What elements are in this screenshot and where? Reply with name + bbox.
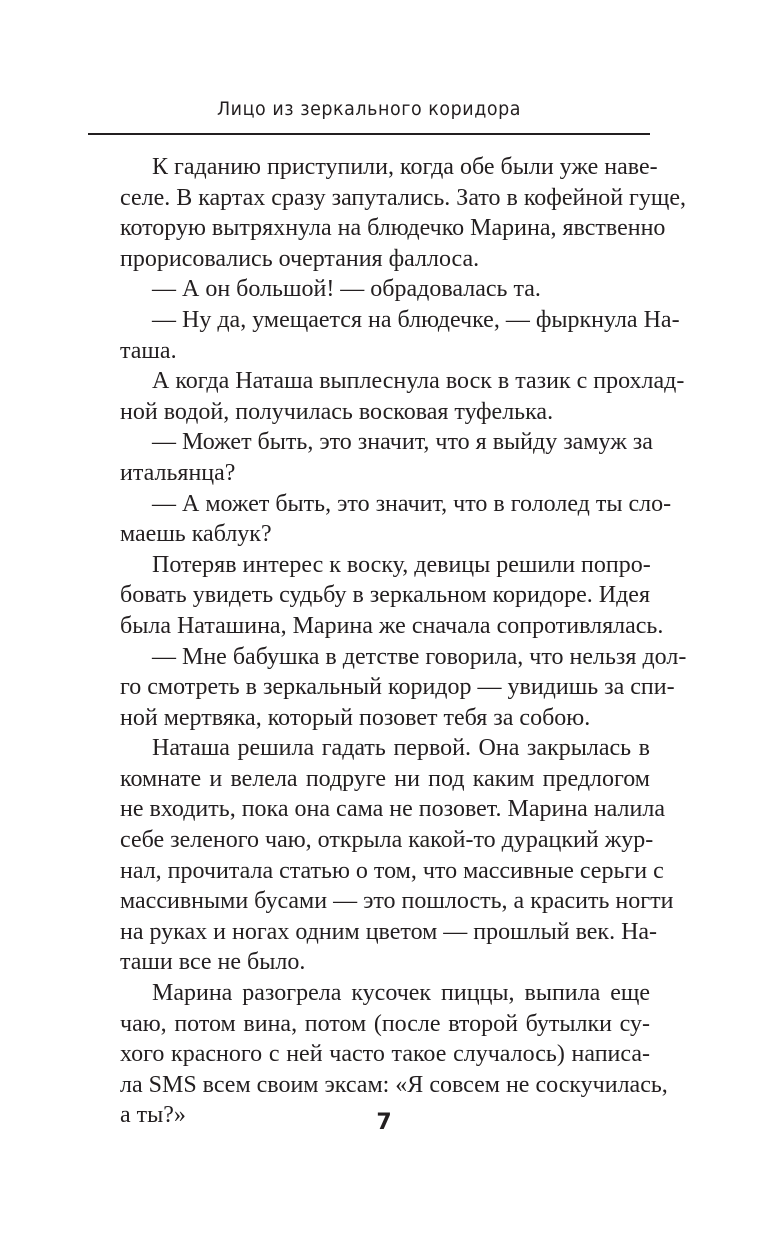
- text-line: го смотреть в зеркальный коридор — увидишь за спи-: [120, 674, 675, 701]
- text-line: — А он большой! — обрадовалась та.: [152, 276, 541, 303]
- text-line: Марина разогрела кусочек пиццы, выпила еще: [152, 980, 650, 1007]
- text-line: комнате и велела подруге ни под каким предлогом: [120, 765, 650, 792]
- body-text: [120, 152, 687, 1131]
- text-line: А когда Наташа выплеснула воск в тазик с прохлад-: [152, 368, 685, 395]
- text-line: — Мне бабушка в детстве говорила, что нельзя дол-: [152, 643, 687, 670]
- text-line: не входить, пока она сама не позовет. Марина налила: [120, 796, 665, 823]
- text-line: была Наташина, Марина же сначала сопротивлялась.: [120, 612, 664, 639]
- text-line: на руках и ногах одним цветом — прошлый век. На-: [120, 918, 658, 945]
- running-head: Лицо из зеркального коридора: [216, 98, 522, 120]
- header-rule: [88, 133, 650, 135]
- text-line: а ты?»: [120, 1102, 186, 1129]
- text-line: таши все не было.: [120, 949, 306, 976]
- text-line: маешь каблук?: [120, 521, 272, 548]
- text-line: нал, прочитала статью о том, что массивные серьги с: [120, 857, 664, 884]
- text-line: итальянца?: [120, 459, 236, 486]
- text-line: прорисовались очертания фаллоса.: [120, 245, 480, 272]
- text-line: ла SMS всем своим эксам: «Я совсем не соскучилась,: [120, 1071, 668, 1098]
- text-line: К гаданию приступили, когда обе были уже наве-: [152, 154, 658, 180]
- text-line: Потеряв интерес к воску, девицы решили попро-: [152, 551, 651, 578]
- page-number: 7: [376, 1110, 392, 1135]
- text-line: — Может быть, это значит, что я выйду замуж за: [152, 429, 653, 456]
- text-line: бовать увидеть судьбу в зеркальном коридоре. Идея: [120, 582, 650, 609]
- text-line: которую вытряхнула на блюдечко Марина, явственно: [120, 215, 666, 242]
- text-line: себе зеленого чаю, открыла какой-то дурацкий жур-: [120, 827, 654, 854]
- text-line: — А может быть, это значит, что в гололед ты сло-: [152, 490, 672, 517]
- text-line: массивными бусами — это пошлость, а красить ногти: [120, 888, 674, 915]
- text-line: Наташа решила гадать первой. Она закрылась в: [152, 735, 650, 762]
- text-line: хого красного с ней часто такое случалось) написа-: [120, 1041, 650, 1068]
- text-line: таша.: [120, 337, 177, 364]
- text-line: чаю, потом вина, потом (после второй бутылки су-: [120, 1010, 650, 1037]
- text-line: ной водой, получилась восковая туфелька.: [120, 398, 554, 425]
- text-line: — Ну да, умещается на блюдечке, — фыркнула На-: [152, 306, 680, 333]
- text-line: селе. В картах сразу запутались. Зато в кофейной гуще,: [120, 184, 687, 211]
- text-line: ной мертвяка, который позовет тебя за собою.: [120, 704, 591, 731]
